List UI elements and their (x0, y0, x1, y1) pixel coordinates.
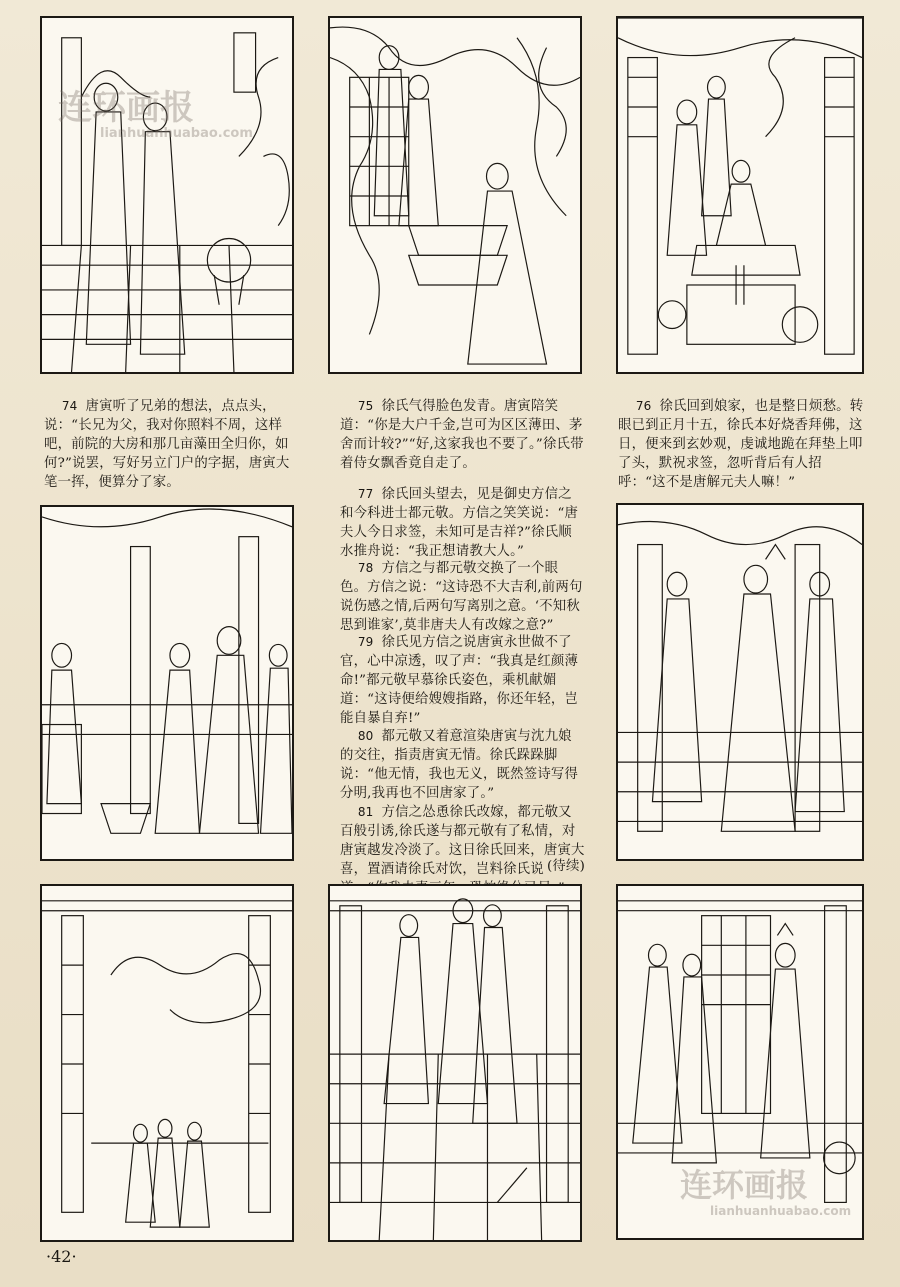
caption-79-text: 徐氏见方信之说唐寅永世做不了官，心中凉透，叹了声：“我真是红颜薄命!”都元敬早慕徐氏姿色，乘机献媚道：“这诗便给嫂嫂指路，你还年轻，岂能自暴自弃!” (340, 635, 579, 726)
caption-75-number: 75 (357, 399, 374, 413)
caption-76 (618, 378, 868, 511)
caption-75-text: 徐氏气得脸色发青。唐寅陪笑道：“你是大户千金,岂可为区区薄田、茅舍而计较?”“好,这家我也不要了。”徐氏带着侍女飘香竟自走了。 (340, 399, 584, 471)
caption-76-text: 徐氏回到娘家，也是整日烦愁。转眼已到正月十五，徐氏本好烧香拜佛，这日，便来到玄妙观，虔诚地跪在拜垫上叩了头，默祝求签，忽听背后有人招呼：“这不是唐解元夫人嘛！” (618, 399, 864, 490)
panel-80-illustration (328, 884, 582, 1242)
panel-79-illustration (40, 884, 294, 1242)
caption-77-text: 徐氏回头望去，见是御史方信之和今科进士都元敬。方信之笑笑说：“唐夫人今日求签，未知可是吉祥?”徐氏顺水推舟说：“我正想请教大人。” (340, 487, 579, 559)
caption-81 (340, 784, 585, 876)
caption-78-number: 78 (357, 561, 374, 575)
panel-75-illustration (328, 16, 582, 374)
page-number: ·42· (46, 1247, 77, 1266)
caption-80-number: 80 (357, 729, 374, 743)
watermark-logo-bottom: 连环画报 (680, 1166, 809, 1204)
caption-78-text: 方信之与都元敬交换了一个眼色。方信之说：“这诗恐不大吉利,前两句说伤感之情,后两句写离别之意。‘不知秋思到谁家’,莫非唐夫人有改嫁之意?” (340, 561, 583, 633)
caption-80-text: 都元敬又着意渲染唐寅与沈九娘的交往，指责唐寅无情。徐氏跺跺脚说：“他无情，我也无义，既然签诗写得分明,我再也不回唐家了。” (340, 729, 579, 801)
panel-77-illustration (40, 505, 294, 861)
caption-74 (44, 378, 294, 511)
to-be-continued: (待续) (546, 859, 585, 874)
caption-77-number: 77 (357, 487, 374, 501)
caption-81-text: 方信之怂恿徐氏改嫁，都元敬又百般引诱,徐氏遂与都元敬有了私情，对唐寅越发冷淡了。这日徐氏回来，唐寅大喜，置酒请徐氏对饮，岂料徐氏说 (340, 805, 585, 877)
panel-78-illustration (616, 503, 864, 861)
caption-74-number: 74 (61, 399, 78, 413)
watermark-logo-top: 连环画报 (58, 88, 194, 128)
caption-74-text: 唐寅听了兄弟的想法，点点头，说：“长兄为父，我对你照料不周，这样吧，前院的大房和那几亩藻田全归你，如何?”说罢，写好另立门户的字据，唐寅大笔一挥，便算分了家。 (44, 399, 290, 490)
caption-76-number: 76 (635, 399, 652, 413)
panel-76-illustration (616, 16, 864, 374)
watermark-url-top: lianhuanhuabao.com (100, 126, 253, 141)
caption-79-number: 79 (357, 635, 374, 649)
caption-81-number: 81 (357, 805, 374, 819)
watermark-url-bottom: lianhuanhuabao.com (710, 1204, 852, 1218)
panel-74-illustration (40, 16, 294, 374)
